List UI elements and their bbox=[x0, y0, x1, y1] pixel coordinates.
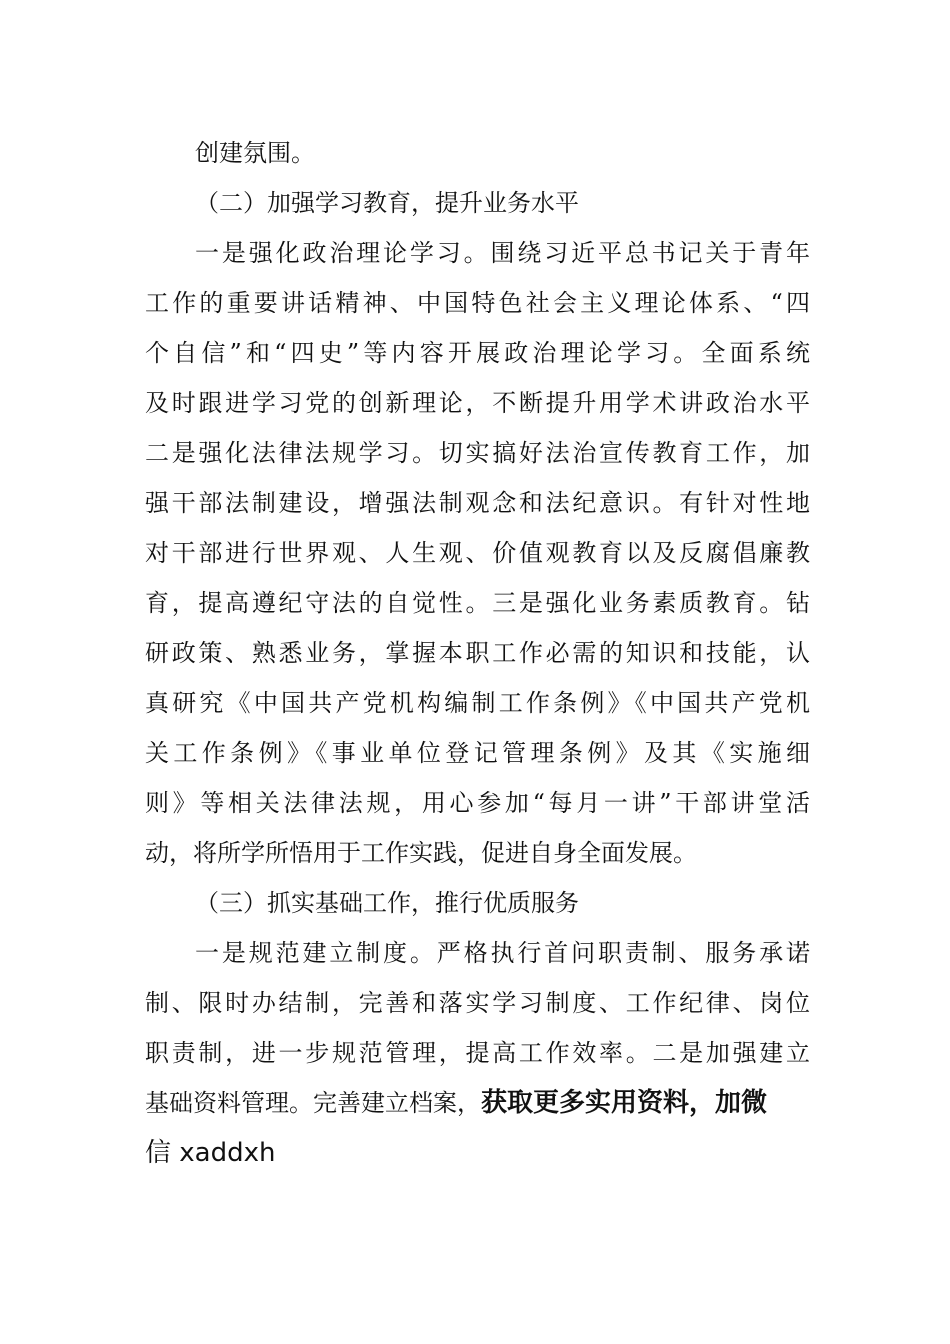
paragraph-line: 及时跟进学习党的创新理论，不断提升用学术讲政治水平 bbox=[145, 389, 810, 417]
paragraph-line: 关工作条例》《事业单位登记管理条例》及其《实施细 bbox=[145, 739, 810, 767]
paragraph-line: 研政策、熟悉业务，掌握本职工作必需的知识和技能，认 bbox=[145, 639, 810, 667]
paragraph-line: 制、限时办结制，完善和落实学习制度、工作纪律、岗位 bbox=[145, 989, 810, 1017]
paragraph-line: 个自信”和“四史”等内容开展政治理论学习。全面系统 bbox=[145, 339, 810, 367]
promo-text: 信 xaddxh bbox=[145, 1138, 276, 1168]
paragraph-line: 动，将所学所悟用于工作实践，促进自身全面发展。 bbox=[145, 839, 697, 867]
paragraph-line bbox=[145, 1133, 810, 1173]
paragraph-line: 创建氛围。 bbox=[195, 139, 315, 167]
paragraph-line: 对干部进行世界观、人生观、价值观教育以及反腐倡廉教 bbox=[145, 539, 810, 567]
section-heading: （二）加强学习教育，提升业务水平 bbox=[195, 189, 579, 217]
paragraph-line: 育，提高遵纪守法的自觉性。三是强化业务素质教育。钻 bbox=[145, 589, 810, 617]
section-heading: （三）抓实基础工作，推行优质服务 bbox=[195, 889, 579, 917]
paragraph-line bbox=[145, 1083, 810, 1123]
paragraph-line: 职责制，进一步规范管理，提高工作效率。二是加强建立 bbox=[145, 1039, 810, 1067]
paragraph-line: 工作的重要讲话精神、中国特色社会主义理论体系、“四 bbox=[145, 289, 810, 317]
paragraph-line: 则》等相关法律法规，用心参加“每月一讲”干部讲堂活 bbox=[145, 789, 810, 817]
paragraph-line: 一是强化政治理论学习。围绕习近平总书记关于青年 bbox=[195, 239, 810, 267]
paragraph-line: 一是规范建立制度。严格执行首问职责制、服务承诺 bbox=[195, 939, 810, 967]
paragraph-line: 强干部法制建设，增强法制观念和法纪意识。有针对性地 bbox=[145, 489, 810, 517]
promo-text: 获取更多实用资料，加微 bbox=[481, 1088, 768, 1118]
paragraph-text: 基础资料管理。完善建立档案， bbox=[145, 1089, 481, 1117]
paragraph-line: 真研究《中国共产党机构编制工作条例》《中国共产党机 bbox=[145, 689, 810, 717]
paragraph-line: 二是强化法律法规学习。切实搞好法治宣传教育工作，加 bbox=[145, 439, 810, 467]
